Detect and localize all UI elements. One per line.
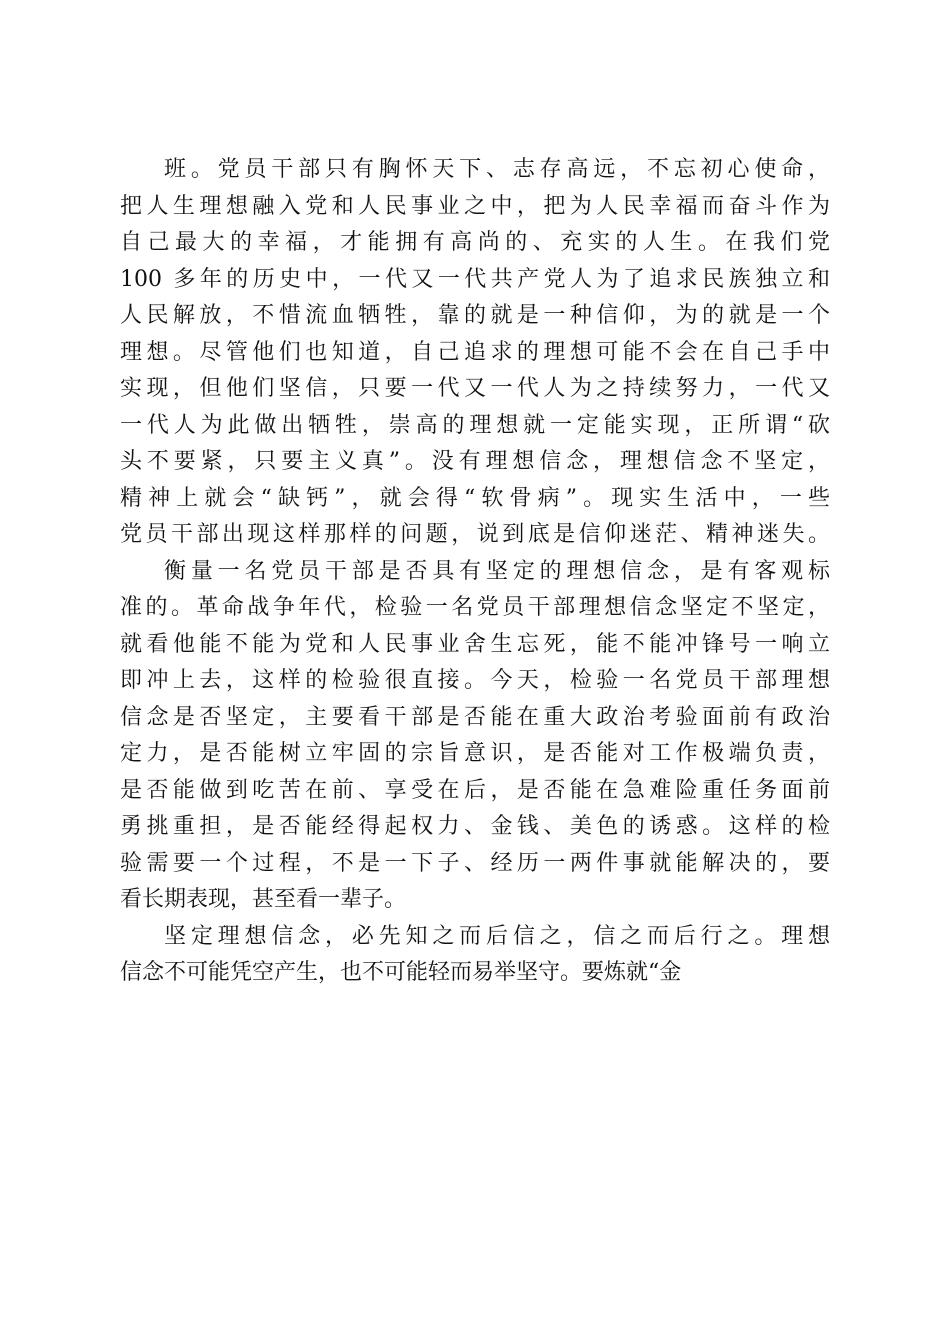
text-line: 衡量一名党员干部是否具有坚定的理想信念，是有客观标: [164, 558, 830, 584]
text-line: 验需要一个过程，不是一下子、经历一两件事就能解决的，要: [120, 850, 830, 876]
text-line: 是否能做到吃苦在前、享受在后，是否能在急难险重任务面前: [120, 777, 830, 803]
text-line: 定力，是否能树立牢固的宗旨意识，是否能对工作极端负责，: [120, 741, 830, 766]
text-line: 勇挑重担，是否能经得起权力、金钱、美色的诱惑。这样的检: [120, 814, 830, 839]
text-line: 准的。革命战争年代，检验一名党员干部理想信念坚定不坚定，: [120, 595, 830, 620]
text-line: 一代人为此做出牺牲，崇高的理想就一定能实现，正所谓“砍: [120, 412, 830, 438]
text-line: 看长期表现，甚至看一辈子。: [120, 887, 407, 912]
text-line: 信念是否坚定，主要看干部是否能在重大政治考验面前有政治: [120, 704, 830, 730]
text-line: 坚定理想信念，必先知之而后信之，信之而后行之。理想: [164, 923, 830, 949]
text-line: 头不要紧，只要主义真”。没有理想信念，理想信念不坚定，: [120, 449, 830, 474]
body-text: [120, 152, 830, 992]
text-line: 理想。尽管他们也知道，自己追求的理想可能不会在自己手中: [120, 339, 830, 365]
text-line: 精神上就会“缺钙”，就会得“软骨病”。现实生活中，一些: [120, 485, 830, 511]
text-line: 人民解放，不惜流血牺牲，靠的就是一种信仰，为的就是一个: [120, 303, 830, 328]
text-line: 党员干部出现这样那样的问题，说到底是信仰迷茫、精神迷失。: [120, 522, 830, 547]
text-line: 实现，但他们坚信，只要一代又一代人为之持续努力，一代又: [120, 376, 830, 401]
text-line: 即冲上去，这样的检验很直接。今天，检验一名党员干部理想: [120, 668, 830, 693]
text-line: 信念不可能凭空产生，也不可能轻而易举坚守。要炼就“金: [120, 960, 682, 985]
text-line: 自己最大的幸福，才能拥有高尚的、充实的人生。在我们党: [120, 230, 830, 255]
text-line: 班。党员干部只有胸怀天下、志存高远，不忘初心使命，: [164, 157, 830, 182]
text-line: 100 多年的历史中，一代又一代共产党人为了追求民族独立和: [120, 266, 830, 292]
text-line: 把人生理想融入党和人民事业之中，把为人民幸福而奋斗作为: [120, 193, 830, 219]
text-line: 就看他能不能为党和人民事业舍生忘死，能不能冲锋号一响立: [120, 631, 830, 657]
